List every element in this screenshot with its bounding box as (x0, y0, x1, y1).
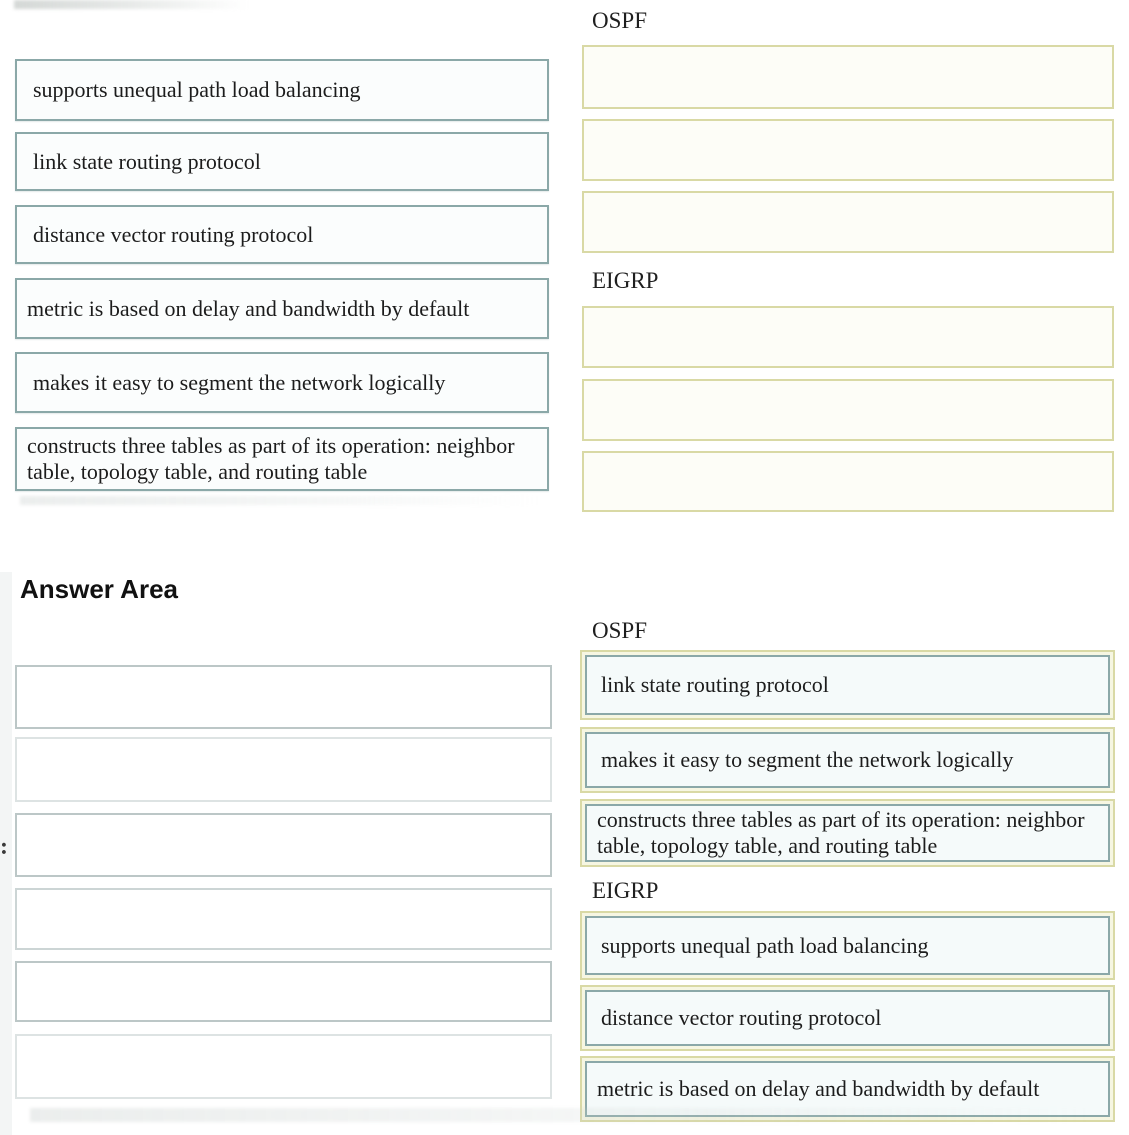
answer-item-link-state[interactable]: link state routing protocol (585, 655, 1110, 715)
answer-item-metric-delay-bandwidth[interactable]: metric is based on delay and bandwidth by default (585, 1061, 1110, 1117)
drag-item-distance-vector[interactable] (15, 205, 549, 264)
eigrp-drop-slot-1[interactable] (582, 306, 1114, 368)
answer-ospf-label: OSPF (592, 618, 647, 643)
drag-item-label: constructs three tables as part of its operation: neighbor table, topology table, and routing table (27, 433, 515, 484)
answer-item-segment-network[interactable]: makes it easy to segment the network logically (585, 732, 1110, 788)
ospf-drop-slot-2[interactable] (582, 119, 1114, 181)
answer-item-distance-vector[interactable]: distance vector routing protocol (585, 990, 1110, 1046)
ospf-drop-slot-1[interactable] (582, 45, 1114, 109)
eigrp-drop-slot-2[interactable] (582, 379, 1114, 441)
answer-empty-slot-1[interactable] (15, 665, 552, 729)
answer-ospf-slot-2 (580, 727, 1115, 793)
drag-item-label: distance vector routing protocol (33, 221, 314, 247)
answer-item-three-tables[interactable]: constructs three tables as part of its operation: neighbor table, topology table, and routing table (585, 804, 1110, 862)
drag-item-three-tables[interactable] (15, 427, 549, 491)
answer-item-unequal-load-balancing[interactable]: supports unequal path load balancing (585, 916, 1110, 975)
drag-item-metric-delay-bandwidth[interactable] (15, 278, 549, 339)
answer-ospf-slot-1 (580, 650, 1115, 720)
ospf-group-label: OSPF (592, 8, 647, 33)
cropped-text-mark: : (0, 834, 8, 860)
drag-item-segment-network[interactable] (15, 352, 549, 413)
eigrp-group-label: EIGRP (592, 268, 659, 293)
eigrp-drop-slot-3[interactable] (582, 451, 1114, 512)
drag-item-label: metric is based on delay and bandwidth by default (27, 295, 470, 321)
drag-item-unequal-load-balancing[interactable] (15, 59, 549, 121)
scan-artifact (20, 496, 540, 505)
answer-empty-slot-6[interactable] (15, 1034, 552, 1099)
drag-item-label: supports unequal path load balancing (33, 77, 361, 103)
answer-empty-slot-2[interactable] (15, 737, 552, 802)
answer-eigrp-slot-1 (580, 911, 1115, 980)
cropped-heading-artifact (14, 0, 249, 9)
ospf-drop-slot-3[interactable] (582, 191, 1114, 253)
answer-empty-slot-3[interactable] (15, 813, 552, 877)
answer-area-heading: Answer Area (20, 574, 178, 604)
answer-empty-slot-4[interactable] (15, 888, 552, 950)
answer-eigrp-label: EIGRP (592, 878, 659, 903)
answer-empty-slot-5[interactable] (15, 961, 552, 1022)
drag-item-label: link state routing protocol (33, 148, 261, 174)
drag-item-label: makes it easy to segment the network logically (33, 369, 446, 395)
drag-item-link-state[interactable] (15, 132, 549, 191)
answer-ospf-slot-3 (580, 799, 1115, 867)
scan-artifact (30, 1108, 1090, 1122)
answer-eigrp-slot-2 (580, 985, 1115, 1051)
